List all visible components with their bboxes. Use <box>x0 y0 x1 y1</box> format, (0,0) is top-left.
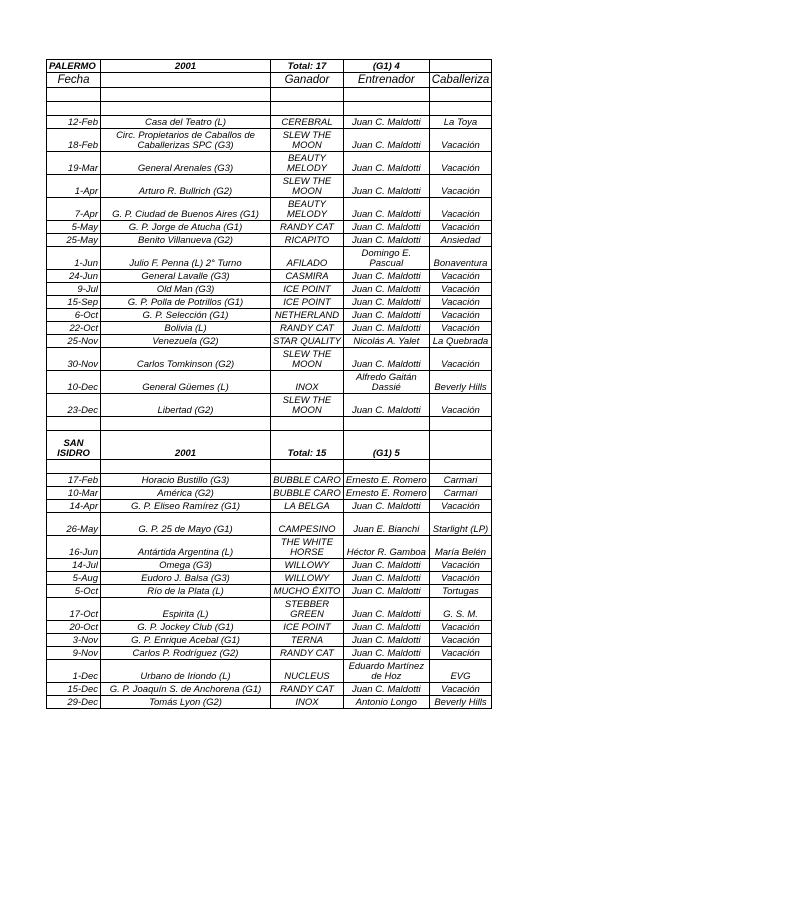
trainer-name: Juan C. Maldotti <box>343 296 429 309</box>
stable-name: Tortugas <box>429 585 492 598</box>
winner-name: STEBBER GREEN <box>271 598 344 621</box>
trainer-name: Eduardo Martínez de Hoz <box>343 660 429 683</box>
stable-name: Ansiedad <box>429 234 492 247</box>
trainer-name: Juan C. Maldotti <box>343 283 429 296</box>
winner-name: CAMPESINO <box>271 513 344 536</box>
winner-name: SLEW THE MOON <box>271 175 344 198</box>
race-date: 24-Jun <box>47 270 101 283</box>
race-date: 19-Mar <box>47 152 101 175</box>
palermo-year: 2001 <box>101 60 271 73</box>
winner-name: BUBBLE CARO <box>271 487 344 500</box>
table-row <box>47 621 492 634</box>
race-date: 9-Nov <box>47 647 101 660</box>
empty-cell <box>429 60 492 73</box>
trainer-name: Juan C. Maldotti <box>343 348 429 371</box>
trainer-name: Juan C. Maldotti <box>343 175 429 198</box>
table-row <box>47 394 492 417</box>
table-row <box>47 585 492 598</box>
table-row <box>47 270 492 283</box>
race-date: 22-Oct <box>47 322 101 335</box>
race-name: G. P. Ciudad de Buenos Aires (G1) <box>101 198 271 221</box>
winner-name: MUCHO ÉXITO <box>271 585 344 598</box>
stable-name: Vacación <box>429 283 492 296</box>
stable-name: Beverly Hills <box>429 371 492 394</box>
trainer-name: Juan C. Maldotti <box>343 572 429 585</box>
winner-name: BEAUTY MELODY <box>271 198 344 221</box>
stable-name: Vacación <box>429 572 492 585</box>
race-name: Carlos Tomkinson (G2) <box>101 348 271 371</box>
table-row <box>47 175 492 198</box>
san-isidro-title: SAN ISIDRO <box>47 431 101 460</box>
winner-name: CEREBRAL <box>271 116 344 129</box>
race-name: Benito Villanueva (G2) <box>101 234 271 247</box>
table-row <box>47 309 492 322</box>
table-row <box>47 696 492 709</box>
blank-row <box>47 102 492 116</box>
table-row <box>47 152 492 175</box>
stable-name: Vacación <box>429 621 492 634</box>
stable-name: Vacación <box>429 221 492 234</box>
san-isidro-header-row <box>47 431 492 460</box>
trainer-name: Juan E. Bianchi <box>343 513 429 536</box>
stable-name: Starlight (LP) <box>429 513 492 536</box>
trainer-name: Juan C. Maldotti <box>343 559 429 572</box>
blank-row <box>47 417 492 431</box>
stable-name: La Toya <box>429 116 492 129</box>
trainer-name: Alfredo Gaitán Dassié <box>343 371 429 394</box>
race-name: Tomás Lyon (G2) <box>101 696 271 709</box>
san-isidro-year: 2001 <box>101 431 271 460</box>
race-name: Horacio Bustillo (G3) <box>101 474 271 487</box>
race-date: 26-May <box>47 513 101 536</box>
race-name: Eudoro J. Balsa (G3) <box>101 572 271 585</box>
trainer-name: Nicolás A. Yalet <box>343 335 429 348</box>
table-row <box>47 322 492 335</box>
winner-name: SLEW THE MOON <box>271 129 344 152</box>
stable-name: Carmari <box>429 474 492 487</box>
palermo-header-row <box>47 60 492 73</box>
trainer-name: Juan C. Maldotti <box>343 270 429 283</box>
race-date: 30-Nov <box>47 348 101 371</box>
race-name: Venezuela (G2) <box>101 335 271 348</box>
stable-name: Vacación <box>429 634 492 647</box>
header-ganador: Ganador <box>271 73 344 88</box>
stable-name: Vacación <box>429 175 492 198</box>
table-row <box>47 234 492 247</box>
table-row <box>47 500 492 513</box>
trainer-name: Ernesto E. Romero <box>343 474 429 487</box>
trainer-name: Juan C. Maldotti <box>343 621 429 634</box>
empty-cell <box>429 431 492 460</box>
race-date: 14-Apr <box>47 500 101 513</box>
race-date: 7-Apr <box>47 198 101 221</box>
winner-name: BEAUTY MELODY <box>271 152 344 175</box>
race-date: 12-Feb <box>47 116 101 129</box>
winner-name: BUBBLE CARO <box>271 474 344 487</box>
trainer-name: Juan C. Maldotti <box>343 585 429 598</box>
race-name: Julio F. Penna (L) 2° Turno <box>101 247 271 270</box>
race-date: 20-Oct <box>47 621 101 634</box>
stable-name: Vacación <box>429 296 492 309</box>
race-date: 18-Feb <box>47 129 101 152</box>
stable-name: Vacación <box>429 348 492 371</box>
table-row <box>47 536 492 559</box>
race-name: General Arenales (G3) <box>101 152 271 175</box>
table-row <box>47 598 492 621</box>
stable-name: Vacación <box>429 559 492 572</box>
winner-name: RANDY CAT <box>271 647 344 660</box>
table-row <box>47 129 492 152</box>
trainer-name: Juan C. Maldotti <box>343 152 429 175</box>
race-date: 10-Mar <box>47 487 101 500</box>
table-row <box>47 559 492 572</box>
stable-name: Vacación <box>429 129 492 152</box>
race-name: G. P. 25 de Mayo (G1) <box>101 513 271 536</box>
race-date: 1-Dec <box>47 660 101 683</box>
palermo-title: PALERMO <box>47 60 101 73</box>
trainer-name: Juan C. Maldotti <box>343 394 429 417</box>
stable-name: Beverly Hills <box>429 696 492 709</box>
trainer-name: Juan C. Maldotti <box>343 234 429 247</box>
race-name: Casa del Teatro (L) <box>101 116 271 129</box>
winner-name: WILLOWY <box>271 572 344 585</box>
table-row <box>47 296 492 309</box>
trainer-name: Juan C. Maldotti <box>343 221 429 234</box>
stable-name: EVG <box>429 660 492 683</box>
stable-name: Vacación <box>429 322 492 335</box>
stable-name: Vacación <box>429 683 492 696</box>
race-date: 5-Aug <box>47 572 101 585</box>
results-table <box>46 59 492 709</box>
race-date: 14-Jul <box>47 559 101 572</box>
race-name: G. P. Jorge de Atucha (G1) <box>101 221 271 234</box>
trainer-name: Juan C. Maldotti <box>343 198 429 221</box>
race-name: Río de la Plata (L) <box>101 585 271 598</box>
winner-name: SLEW THE MOON <box>271 394 344 417</box>
blank-row <box>47 88 492 102</box>
table-row <box>47 198 492 221</box>
winner-name: RICAPITO <box>271 234 344 247</box>
winner-name: SLEW THE MOON <box>271 348 344 371</box>
table-row <box>47 116 492 129</box>
table-row <box>47 335 492 348</box>
race-date: 3-Nov <box>47 634 101 647</box>
trainer-name: Juan C. Maldotti <box>343 647 429 660</box>
winner-name: LA BELGA <box>271 500 344 513</box>
winner-name: RANDY CAT <box>271 683 344 696</box>
table-row <box>47 572 492 585</box>
stable-name: Vacación <box>429 309 492 322</box>
race-name: Arturo R. Bullrich (G2) <box>101 175 271 198</box>
palermo-total: Total: 17 <box>271 60 344 73</box>
race-name: Antártida Argentina (L) <box>101 536 271 559</box>
race-date: 17-Feb <box>47 474 101 487</box>
table-row <box>47 683 492 696</box>
race-name: Urbano de Iriondo (L) <box>101 660 271 683</box>
winner-name: STAR QUALITY <box>271 335 344 348</box>
trainer-name: Ernesto E. Romero <box>343 487 429 500</box>
trainer-name: Juan C. Maldotti <box>343 309 429 322</box>
san-isidro-total: Total: 15 <box>271 431 344 460</box>
trainer-name: Héctor R. Gamboa <box>343 536 429 559</box>
san-isidro-g1-count: (G1) 5 <box>343 431 429 460</box>
trainer-name: Juan C. Maldotti <box>343 129 429 152</box>
header-fecha: Fecha <box>47 73 101 88</box>
race-date: 15-Dec <box>47 683 101 696</box>
race-date: 1-Jun <box>47 247 101 270</box>
race-date: 10-Dec <box>47 371 101 394</box>
trainer-name: Juan C. Maldotti <box>343 598 429 621</box>
race-date: 5-Oct <box>47 585 101 598</box>
trainer-name: Juan C. Maldotti <box>343 116 429 129</box>
race-name: G. P. Polla de Potrillos (G1) <box>101 296 271 309</box>
stable-name: Vacación <box>429 394 492 417</box>
table-row <box>47 660 492 683</box>
winner-name: ICE POINT <box>271 296 344 309</box>
stable-name: Carmari <box>429 487 492 500</box>
stable-name: Vacación <box>429 198 492 221</box>
race-date: 23-Dec <box>47 394 101 417</box>
stable-name: Vacación <box>429 270 492 283</box>
winner-name: CASMIRA <box>271 270 344 283</box>
table-row <box>47 487 492 500</box>
winner-name: WILLOWY <box>271 559 344 572</box>
winner-name: INOX <box>271 696 344 709</box>
race-name: Libertad (G2) <box>101 394 271 417</box>
winner-name: ICE POINT <box>271 283 344 296</box>
table-row <box>47 474 492 487</box>
table-row <box>47 634 492 647</box>
race-name: G. P. Jockey Club (G1) <box>101 621 271 634</box>
winner-name: AFILADO <box>271 247 344 270</box>
race-name: General Güemes (L) <box>101 371 271 394</box>
winner-name: INOX <box>271 371 344 394</box>
winner-name: TERNA <box>271 634 344 647</box>
race-name: Carlos P. Rodríguez (G2) <box>101 647 271 660</box>
race-date: 5-May <box>47 221 101 234</box>
race-name: América (G2) <box>101 487 271 500</box>
race-name: Old Man (G3) <box>101 283 271 296</box>
race-name: G. P. Joaquín S. de Anchorena (G1) <box>101 683 271 696</box>
trainer-name: Antonio Longo <box>343 696 429 709</box>
race-date: 16-Jun <box>47 536 101 559</box>
trainer-name: Juan C. Maldotti <box>343 322 429 335</box>
stable-name: G. S. M. <box>429 598 492 621</box>
trainer-name: Juan C. Maldotti <box>343 500 429 513</box>
winner-name: RANDY CAT <box>271 322 344 335</box>
race-date: 17-Oct <box>47 598 101 621</box>
stable-name: Bonaventura <box>429 247 492 270</box>
column-header-row <box>47 73 492 88</box>
winner-name: ICE POINT <box>271 621 344 634</box>
trainer-name: Domingo E. Pascual <box>343 247 429 270</box>
results-table-body <box>47 60 492 709</box>
race-name: G. P. Enrique Acebal (G1) <box>101 634 271 647</box>
race-name: General Lavalle (G3) <box>101 270 271 283</box>
palermo-g1-count: (G1) 4 <box>343 60 429 73</box>
stable-name: Vacación <box>429 647 492 660</box>
trainer-name: Juan C. Maldotti <box>343 634 429 647</box>
race-date: 25-May <box>47 234 101 247</box>
table-row <box>47 371 492 394</box>
header-caballeriza: Caballeriza <box>429 73 492 88</box>
race-date: 6-Oct <box>47 309 101 322</box>
race-date: 9-Jul <box>47 283 101 296</box>
winner-name: NETHERLAND <box>271 309 344 322</box>
stable-name: La Quebrada <box>429 335 492 348</box>
empty-cell <box>101 73 271 88</box>
race-date: 15-Sep <box>47 296 101 309</box>
race-name: Omega (G3) <box>101 559 271 572</box>
trainer-name: Juan C. Maldotti <box>343 683 429 696</box>
stable-name: Vacación <box>429 500 492 513</box>
winner-name: NUCLEUS <box>271 660 344 683</box>
blank-row <box>47 460 492 474</box>
race-date: 29-Dec <box>47 696 101 709</box>
table-row <box>47 348 492 371</box>
race-name: Circ. Propietarios de Caballos de Caballerizas SPC (G3) <box>101 129 271 152</box>
header-entrenador: Entrenador <box>343 73 429 88</box>
table-row <box>47 283 492 296</box>
race-date: 1-Apr <box>47 175 101 198</box>
race-name: Bolivia (L) <box>101 322 271 335</box>
race-name: G. P. Selección (G1) <box>101 309 271 322</box>
table-row <box>47 247 492 270</box>
race-date: 25-Nov <box>47 335 101 348</box>
stable-name: Vacación <box>429 152 492 175</box>
table-row <box>47 513 492 536</box>
race-name: G. P. Eliseo Ramírez (G1) <box>101 500 271 513</box>
stable-name: María Belén <box>429 536 492 559</box>
table-row <box>47 647 492 660</box>
winner-name: THE WHITE HORSE <box>271 536 344 559</box>
winner-name: RANDY CAT <box>271 221 344 234</box>
race-name: Espirita (L) <box>101 598 271 621</box>
table-row <box>47 221 492 234</box>
